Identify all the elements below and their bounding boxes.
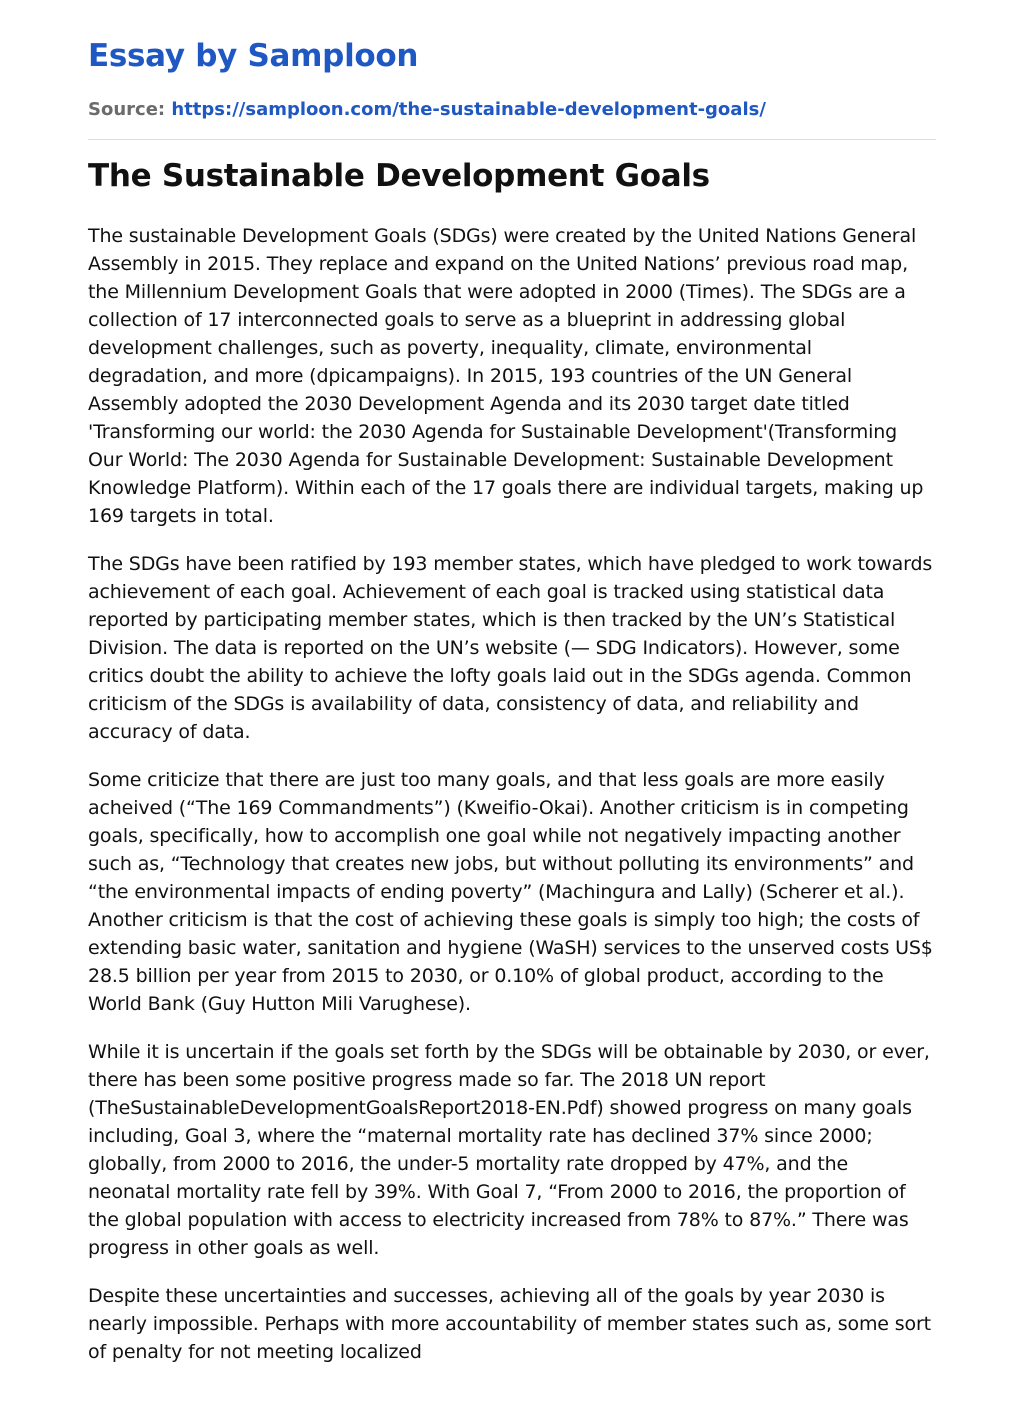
source-label: Source: — [88, 99, 166, 120]
article-paragraph: The SDGs have been ratified by 193 member states, which have pledged to work towards achievement of each goal. Achievement of each goal is tracked using statistical data reported by participating member states, which is then tracked by the UN’s Statistical Division. The data is reported on the UN’s website (— SDG Indicators). However, some critics doubt the ability to achieve the lofty goals laid out in the SDGs agenda. Common criticism of the SDGs is availability of data, consistency of data, and reliability and accuracy of data. — [88, 553, 933, 743]
header-divider — [88, 139, 936, 140]
source-line — [88, 98, 936, 122]
article-paragraph: The sustainable Development Goals (SDGs) were created by the United Nations General Assembly in 2015. They replace and expand on the United Nations’ previous road map, the Millennium Development Goals that were adopted in 2000 (Times). The SDGs are a collection of 17 interconnected goals to serve as a blueprint in addressing global development challenges, such as poverty, inequality, climate, environmental degradation, and more (dpicampaigns). In 2015, 193 countries of the UN General Assembly adopted the 2030 Development Agenda and its 2030 target date titled 'Transforming our world: the 2030 Agenda for Sustainable Development'(Transforming Our World: The 2030 Agenda for Sustainable Development: Sustainable Development Knowledge Platform). Within each of the 17 goals there are individual targets, making up 169 targets in total. — [88, 225, 924, 527]
article-body — [88, 222, 936, 1366]
source-link[interactable]: https://samploon.com/the-sustainable-development-goals/ — [171, 99, 766, 120]
article-title: The Sustainable Development Goals — [88, 158, 710, 194]
article-paragraph: While it is uncertain if the goals set forth by the SDGs will be obtainable by 2030, or ever, there has been some positive progress made so far. The 2018 UN report (TheSustainableDevelopmentGoalsReport2018-EN.Pdf) showed progress on many goals including, Goal 3, where the “maternal mortality rate has declined 37% since 2000; globally, from 2000 to 2016, the under-5 mortality rate dropped by 47%, and the neonatal mortality rate fell by 39%. With Goal 7, “From 2000 to 2016, the proportion of the global population with access to electricity increased from 78% to 87%.” There was progress in other goals as well. — [88, 1041, 930, 1259]
article-paragraph: Some criticize that there are just too many goals, and that less goals are more easily acheived (“The 169 Commandments”) (Kweifio-Okai). Another criticism is in competing goals, specifically, how to accomplish one goal while not negatively impacting another such as, “Technology that creates new jobs, but without polluting its environments” and “the environmental impacts of ending poverty” (Machingura and Lally) (Scherer et al.). Another criticism is that the cost of achieving these goals is simply too high; the costs of extending basic water, sanitation and hygiene (WaSH) services to the unserved costs US$ 28.5 billion per year from 2015 to 2030, or 0.10% of global product, according to the World Bank (Guy Hutton Mili Varughese). — [88, 769, 933, 1015]
article-paragraph: Despite these uncertainties and successes, achieving all of the goals by year 2030 is nearly impossible. Perhaps with more accountability of member states such as, some sort of penalty for not meeting localized — [88, 1285, 931, 1363]
site-brand[interactable]: Essay by Samploon — [88, 38, 419, 74]
